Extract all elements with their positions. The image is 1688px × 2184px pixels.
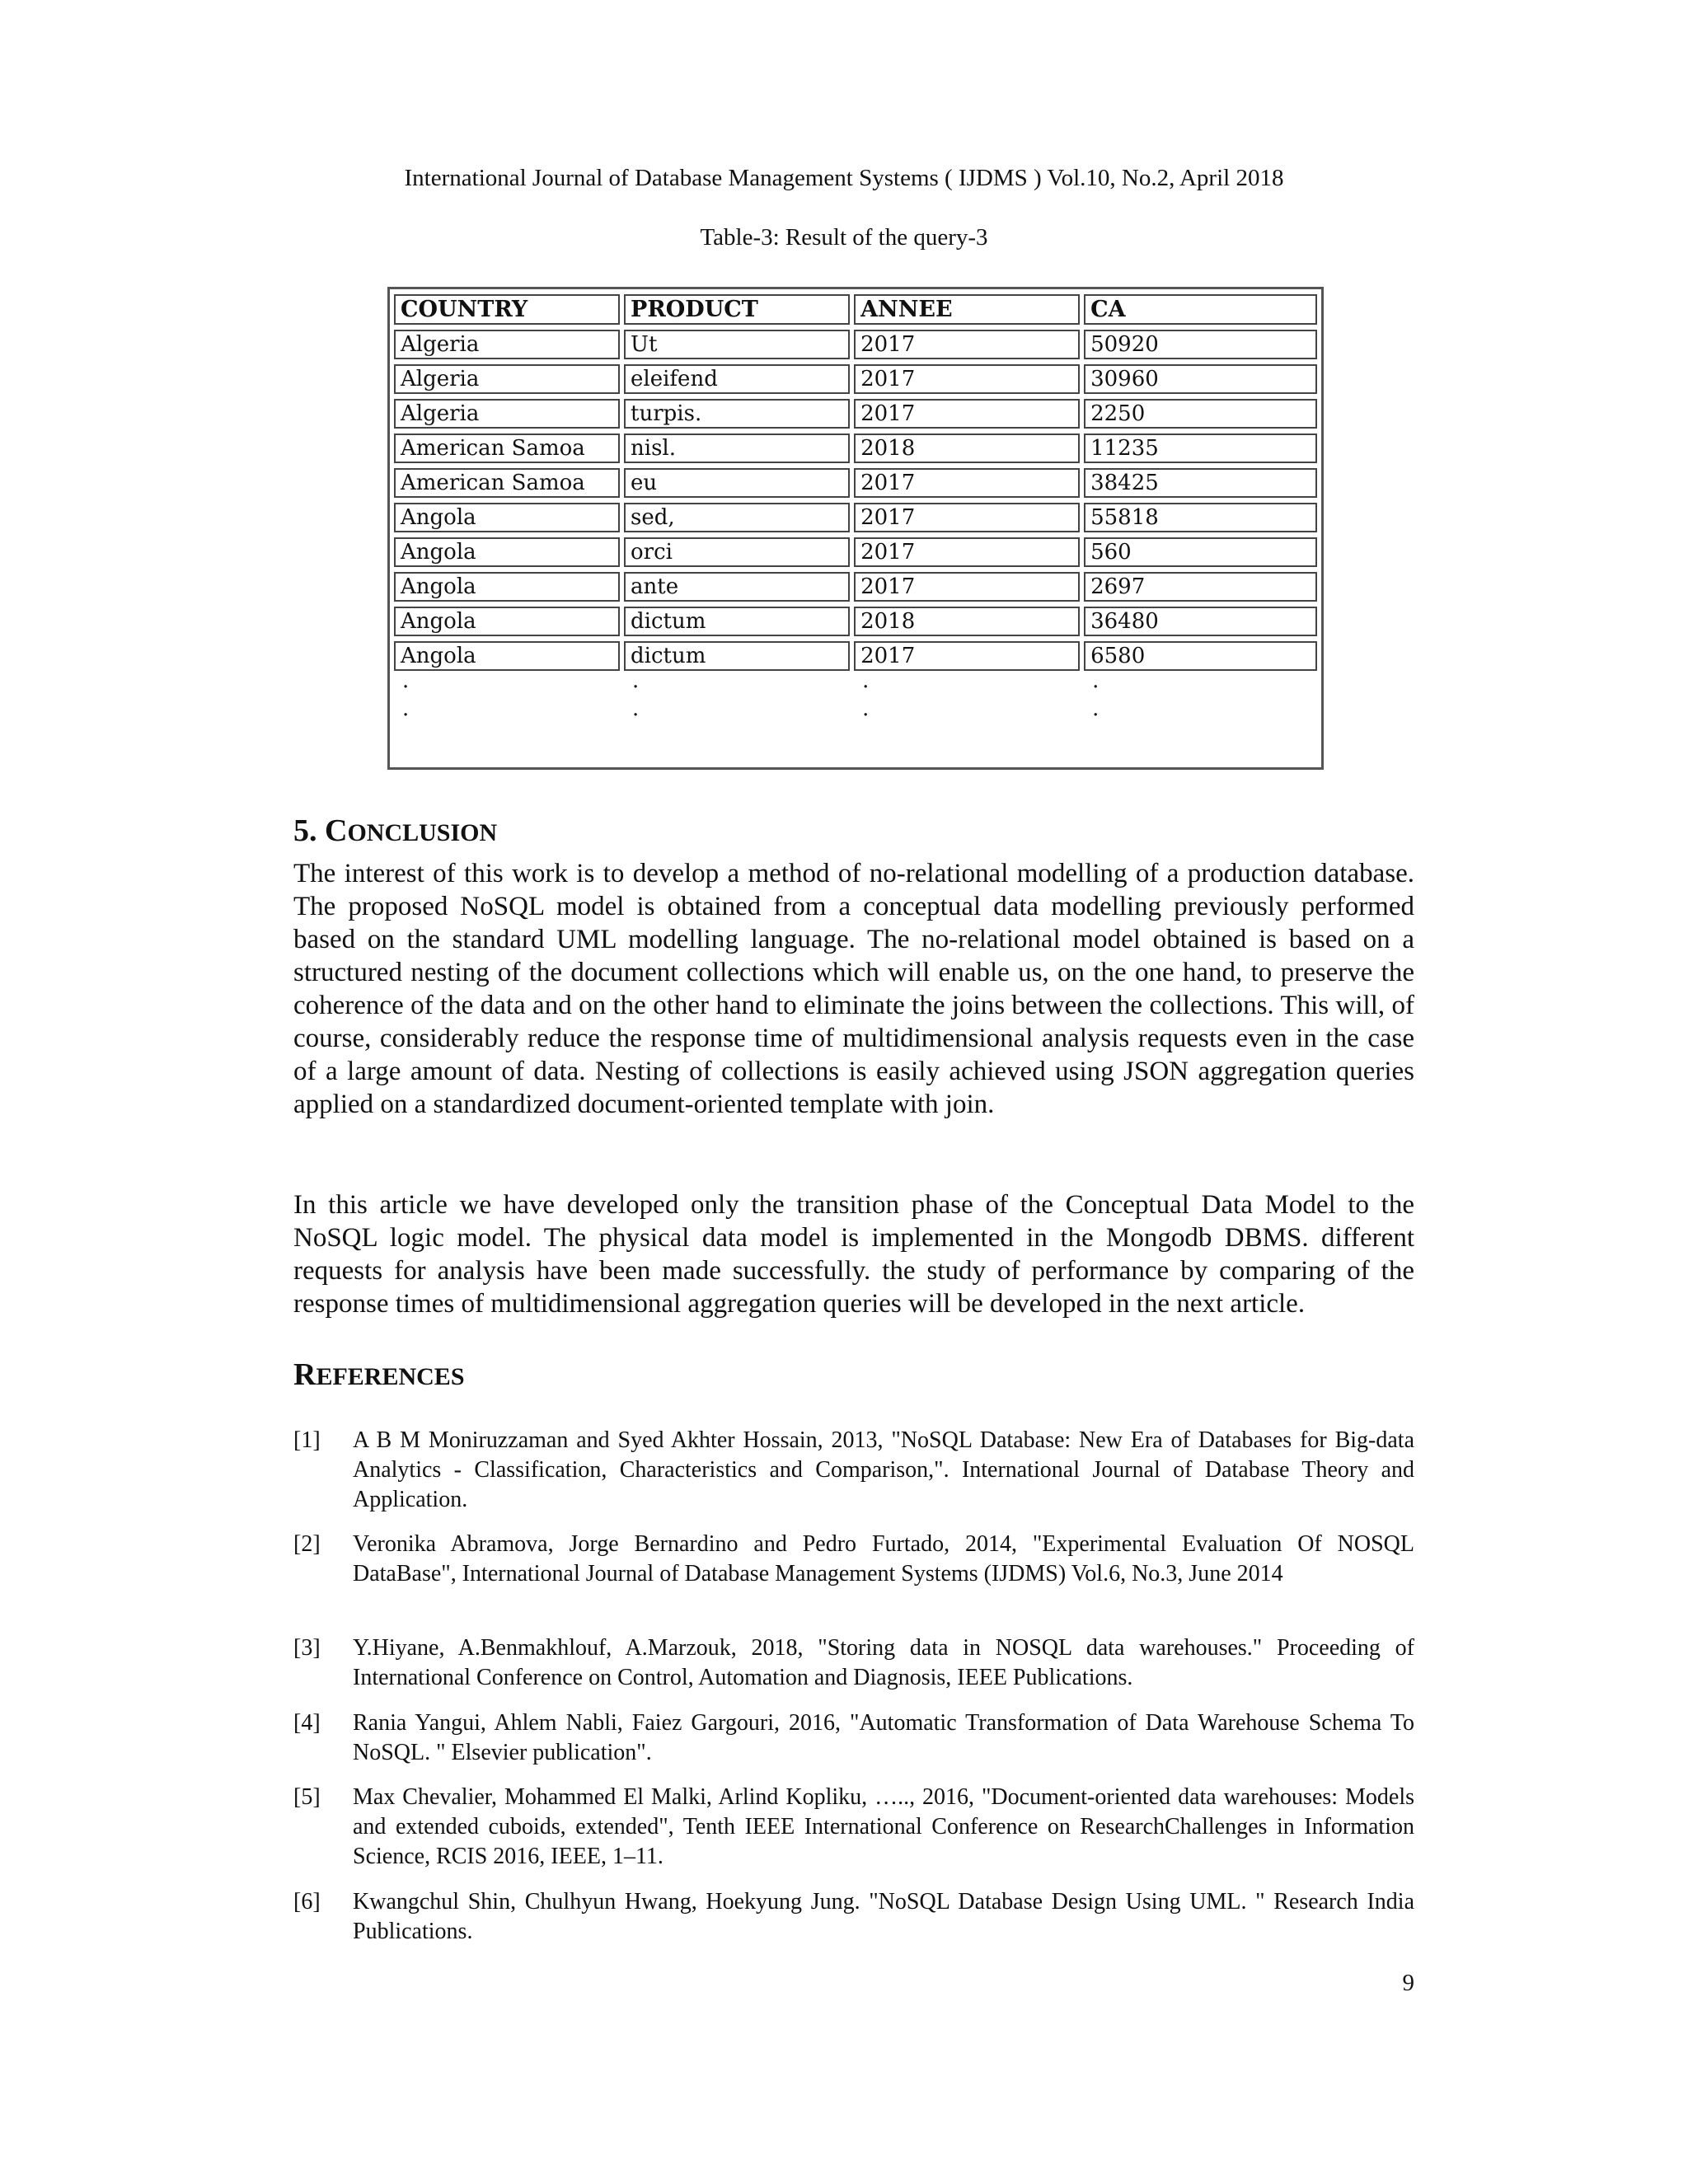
- reference-text: Y.Hiyane, A.Benmakhlouf, A.Marzouk, 2018, "Storing data in NOSQL data warehouses." Proceeding of International Conference on Control, Automation and Diagnosis, IEEE Publications.: [353, 1635, 1414, 1690]
- product-cell: eleifend: [624, 364, 850, 394]
- reference-item: [293, 1887, 1414, 1947]
- product-cell: dictum: [624, 641, 850, 671]
- country-cell: Angola: [394, 607, 620, 636]
- conclusion-paragraph-2: In this article we have developed only the transition phase of the Conceptual Data Model to the NoSQL logic model. The physical data model is implemented in the Mongodb DBMS. different requests for analysis have been made successfully. the study of performance by comparing of the response times of multidimensional aggregation queries will be developed in the next article.: [293, 1190, 1414, 1319]
- ellipsis-cell: ·: [402, 675, 410, 700]
- annee-cell: 2017: [854, 641, 1080, 671]
- table-caption: Table-3: Result of the query-3: [700, 224, 988, 251]
- table-row: [394, 503, 1317, 532]
- product-cell: eu: [624, 468, 850, 498]
- ca-cell: 560: [1084, 537, 1317, 567]
- table-header-row: [394, 294, 1317, 325]
- annee-cell: 2018: [854, 607, 1080, 636]
- reference-text: Rania Yangui, Ahlem Nabli, Faiez Gargouri, 2016, "Automatic Transformation of Data Warehouse Schema To NoSQL. " Elsevier publication".: [353, 1710, 1414, 1765]
- annee-cell: 2017: [854, 503, 1080, 532]
- reference-item: [293, 1530, 1414, 1589]
- country-cell: Angola: [394, 503, 620, 532]
- ca-cell: 2697: [1084, 572, 1317, 602]
- ca-cell: 2250: [1084, 399, 1317, 429]
- ca-cell: 50920: [1084, 330, 1317, 359]
- product-cell: sed,: [624, 503, 850, 532]
- product-cell: orci: [624, 537, 850, 567]
- table-row: [394, 607, 1317, 636]
- ca-cell: 55818: [1084, 503, 1317, 532]
- conclusion-heading: [293, 813, 497, 851]
- country-cell: Algeria: [394, 330, 620, 359]
- ellipsis-row: [394, 676, 1317, 699]
- reference-item: [293, 1426, 1414, 1515]
- table-row: [394, 399, 1317, 429]
- ca-cell: 38425: [1084, 468, 1317, 498]
- annee-cell: 2018: [854, 434, 1080, 463]
- column-header-ca: CA: [1084, 294, 1317, 325]
- table-row: [394, 468, 1317, 498]
- running-header: International Journal of Database Management Systems ( IJDMS ) Vol.10, No.2, April 2018: [404, 165, 1284, 191]
- result-table: [387, 287, 1324, 770]
- reference-text: Veronika Abramova, Jorge Bernardino and Pedro Furtado, 2014, "Experimental Evaluation Of NOSQL DataBase", International Journal of Database Management Systems (IJDMS) Vol.6, No.3, June 2014: [353, 1531, 1414, 1586]
- annee-cell: 2017: [854, 399, 1080, 429]
- table-row: [394, 537, 1317, 567]
- annee-cell: 2017: [854, 537, 1080, 567]
- country-cell: Algeria: [394, 399, 620, 429]
- country-cell: American Samoa: [394, 468, 620, 498]
- column-header-country: COUNTRY: [394, 294, 620, 325]
- reference-text: Kwangchul Shin, Chulhyun Hwang, Hoekyung Jung. "NoSQL Database Design Using UML. " Research India Publications.: [353, 1889, 1414, 1944]
- product-cell: ante: [624, 572, 850, 602]
- reference-number: [5]: [293, 1784, 321, 1810]
- reference-number: [1]: [293, 1427, 321, 1453]
- annee-cell: 2017: [854, 572, 1080, 602]
- page-number: 9: [1402, 1970, 1414, 1996]
- ellipsis-cell: ·: [1092, 703, 1100, 728]
- ellipsis-cell: ·: [632, 675, 640, 700]
- reference-item: [293, 1633, 1414, 1693]
- references-title-initial: R: [293, 1357, 316, 1392]
- reference-text: A B M Moniruzzaman and Syed Akhter Hossain, 2013, "NoSQL Database: New Era of Databases for Big-data Analytics - Classification, Characteristics and Comparison,". International Journal of Database Theory and Application.: [353, 1427, 1414, 1512]
- country-cell: American Samoa: [394, 434, 620, 463]
- country-cell: Angola: [394, 537, 620, 567]
- table-row: [394, 572, 1317, 602]
- ca-cell: 11235: [1084, 434, 1317, 463]
- product-cell: nisl.: [624, 434, 850, 463]
- product-cell: turpis.: [624, 399, 850, 429]
- reference-text: Max Chevalier, Mohammed El Malki, Arlind Kopliku, ….., 2016, "Document-oriented data warehouses: Models and extended cuboids, extended", Tenth IEEE International Conference on ResearchChallenges in Information Science, RCIS 2016, IEEE, 1–11.: [353, 1784, 1414, 1869]
- table-row: [394, 330, 1317, 359]
- table-row: [394, 641, 1317, 671]
- conclusion-paragraph-1: The interest of this work is to develop a method of no-relational modelling of a production database. The proposed NoSQL model is obtained from a conceptual data modelling previously performed based on the standard UML modelling language. The no-relational model obtained is based on a structured nesting of the document collections which will enable us, on the one hand, to preserve the coherence of the data and on the other hand to eliminate the joins between the collections. This will, of course, considerably reduce the response time of multidimensional analysis requests even in the case of a large amount of data. Nesting of collections is easily achieved using JSON aggregation queries applied on a standardized document-oriented template with join.: [293, 859, 1414, 1119]
- ellipsis-cell: ·: [1092, 675, 1100, 700]
- product-cell: Ut: [624, 330, 850, 359]
- country-cell: Angola: [394, 641, 620, 671]
- references-title-rest: EFERENCES: [316, 1363, 465, 1390]
- reference-number: [4]: [293, 1710, 321, 1736]
- annee-cell: 2017: [854, 468, 1080, 498]
- references-heading: [293, 1357, 465, 1395]
- product-cell: dictum: [624, 607, 850, 636]
- ellipsis-row: [394, 704, 1317, 727]
- annee-cell: 2017: [854, 364, 1080, 394]
- ellipsis-cell: ·: [862, 675, 870, 700]
- section-title-rest: ONCLUSION: [347, 819, 498, 846]
- section-title-initial: C: [325, 813, 348, 848]
- column-header-annee: ANNEE: [854, 294, 1080, 325]
- table-row: [394, 364, 1317, 394]
- reference-item: [293, 1783, 1414, 1872]
- section-number: 5.: [293, 813, 317, 848]
- ca-cell: 30960: [1084, 364, 1317, 394]
- ca-cell: 6580: [1084, 641, 1317, 671]
- reference-number: [2]: [293, 1531, 321, 1557]
- reference-number: [3]: [293, 1635, 321, 1661]
- country-cell: Algeria: [394, 364, 620, 394]
- ellipsis-cell: ·: [862, 703, 870, 728]
- reference-number: [6]: [293, 1889, 321, 1915]
- reference-item: [293, 1708, 1414, 1768]
- ellipsis-cell: ·: [402, 703, 410, 728]
- ellipsis-cell: ·: [632, 703, 640, 728]
- table-row: [394, 434, 1317, 463]
- ca-cell: 36480: [1084, 607, 1317, 636]
- annee-cell: 2017: [854, 330, 1080, 359]
- country-cell: Angola: [394, 572, 620, 602]
- column-header-product: PRODUCT: [624, 294, 850, 325]
